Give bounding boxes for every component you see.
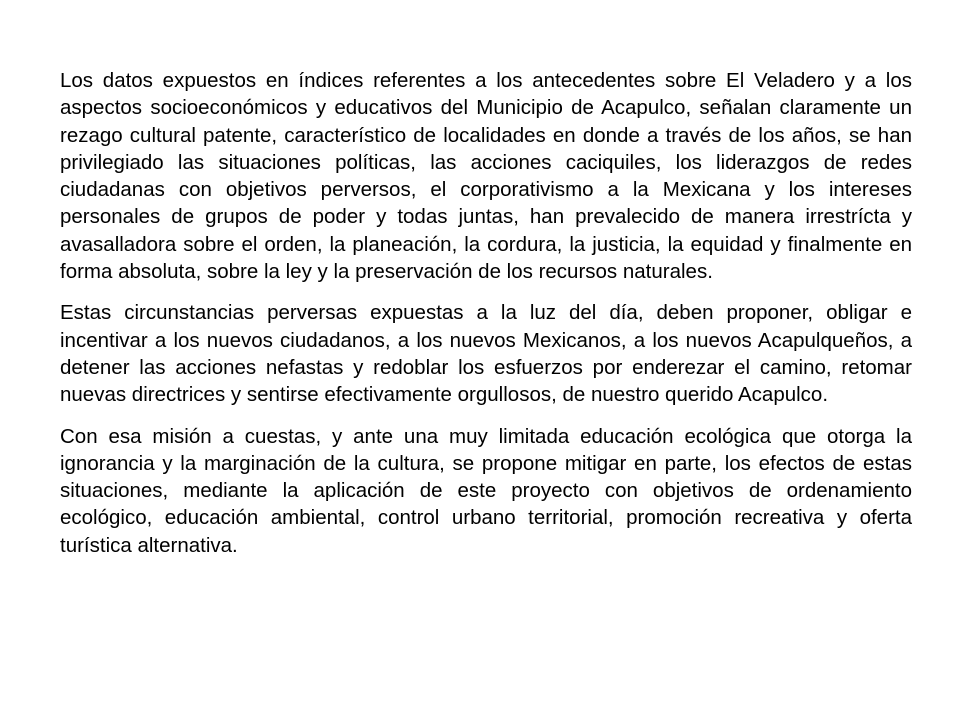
paragraph-2: Estas circunstancias perversas expuestas a la luz del día, deben proponer, obligar e incentivar a los nuevos ciudadanos, a los nuevos Mexicanos, a los nuevos Acapulqueños, a detener las acciones nefastas y redoblar los esfuerzos por enderezar el camino, retomar nuevas directrices y sentirse efectivamente orgullosos, de nuestro querido Acapulco. — [60, 301, 912, 407]
paragraph-1: Los datos expuestos en índices referentes a los antecedentes sobre El Veladero y a los aspectos socioeconómicos y educativos del Municipio de Acapulco, señalan claramente un rezago cultural patente, característico de localidades en donde a través de los años, se han privilegiado las situaciones políticas, las acciones caciquiles, los liderazgos de redes ciudadanas con objetivos perversos, el corporativismo a la Mexicana y los intereses personales de grupos de poder y todas juntas, han prevalecido de manera irrestrícta y avasalladora sobre el orden, la planeación, la cordura, la justicia, la equidad y finalmente en forma absoluta, sobre la ley y la preservación de los recursos naturales. — [60, 69, 912, 284]
slide-body — [60, 67, 912, 559]
paragraph-3: Con esa misión a cuestas, y ante una muy limitada educación ecológica que otorga la ignorancia y la marginación de la cultura, se propone mitigar en parte, los efectos de estas situaciones, mediante la aplicación de este proyecto con objetivos de ordenamiento ecológico, educación ambiental, control urbano territorial, promoción recreativa y oferta turística alternativa. — [60, 424, 912, 557]
